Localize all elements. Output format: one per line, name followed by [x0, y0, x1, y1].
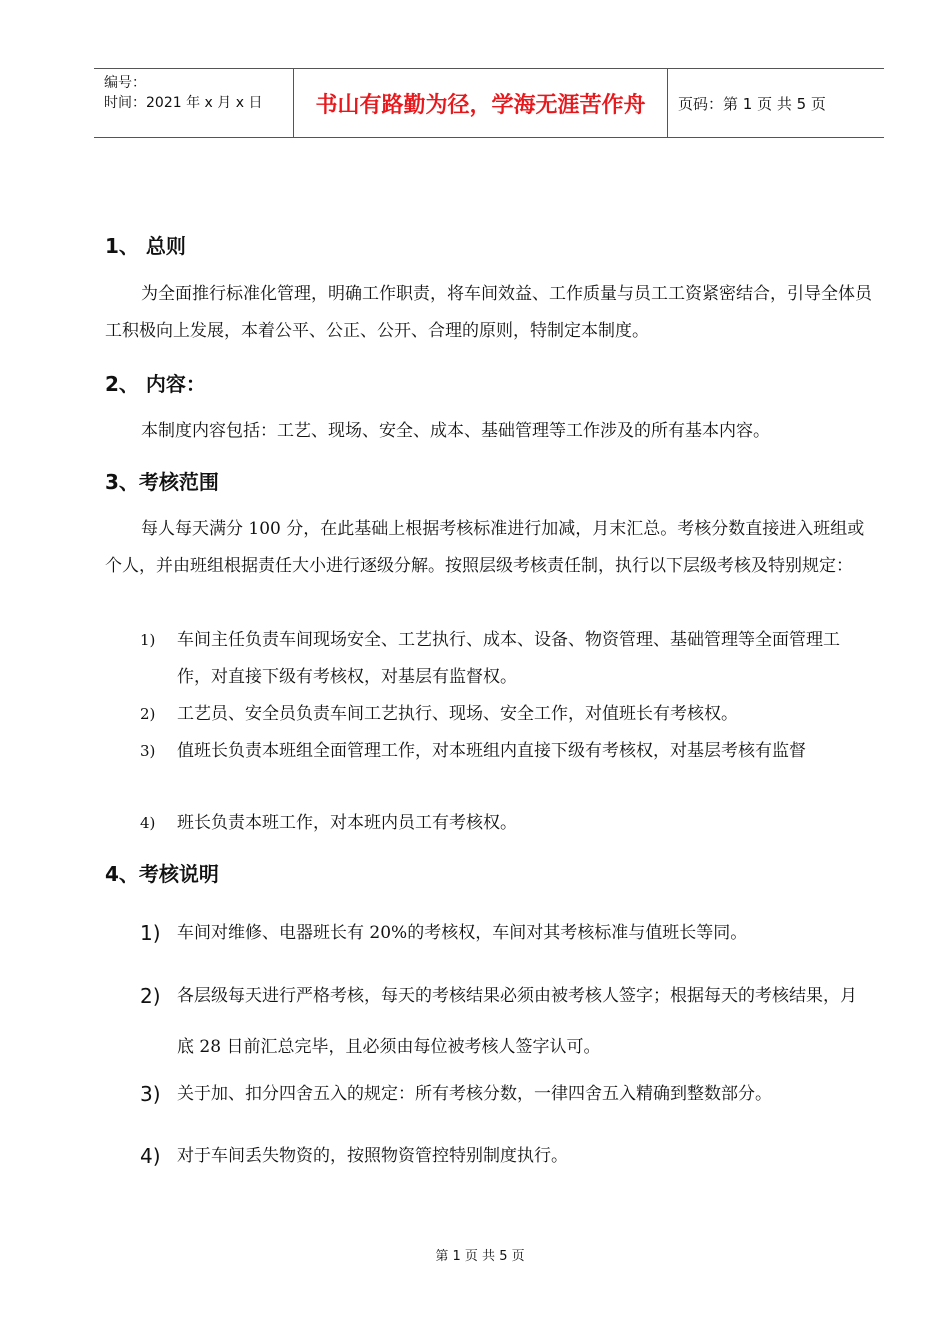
section-1-paragraph: 为全面推行标准化管理，明确工作职责，将车间效益、工作质量与员工工资紧密结合，引导全体员工积极向上发展，本着公平、公正、公开、合理的原则，特制定本制度。 — [105, 284, 872, 341]
section-2-paragraph: 本制度内容包括：工艺、现场、安全、成本、基础管理等工作涉及的所有基本内容。 — [141, 421, 770, 441]
item-number: 2) — [140, 705, 156, 723]
section-3-item — [140, 805, 873, 842]
section-4-item — [140, 971, 873, 1073]
section-3-paragraph: 每人每天满分 100 分，在此基础上根据考核标准进行加减，月末汇总。考核分数直接进入班组或个人，并由班组根据责任大小进行逐级分解。按照层级考核责任制，执行以下层级考核及特别规定： — [105, 519, 865, 576]
item-number: 3) — [140, 742, 156, 760]
item-text: 班长负责本班工作，对本班内员工有考核权。 — [177, 813, 517, 833]
item-text: 各层级每天进行严格考核，每天的考核结果必须由被考核人签字；根据每天的考核结果，月底 28 日前汇总完毕，且必须由每位被考核人签字认可。 — [177, 986, 857, 1057]
item-text: 关于加、扣分四舍五入的规定：所有考核分数，一律四舍五入精确到整数部分。 — [177, 1084, 772, 1104]
item-text: 工艺员、安全员负责车间工艺执行、现场、安全工作，对值班长有考核权。 — [177, 704, 738, 724]
header-page-number: 页码：第 1 页 共 5 页 — [678, 94, 826, 113]
item-number: 1) — [140, 921, 161, 945]
section-heading-2: 2、 内容： — [105, 372, 206, 396]
header-motto: 书山有路勤为径，学海无涯苦作舟 — [294, 69, 668, 137]
header-meta — [94, 69, 294, 137]
item-number: 2) — [140, 984, 161, 1008]
item-number: 4) — [140, 814, 156, 832]
section-heading-4: 4、考核说明 — [105, 862, 219, 886]
page-footer: 第 1 页 共 5 页 — [435, 1249, 525, 1264]
section-4-item — [140, 1132, 873, 1180]
item-number: 4) — [140, 1144, 161, 1168]
section-heading-1: 1、 总则 — [105, 234, 186, 258]
section-heading-3: 3、考核范围 — [105, 470, 219, 494]
section-3-item — [140, 733, 873, 770]
item-text: 值班长负责本班组全面管理工作，对本班组内直接下级有考核权，对基层考核有监督 — [177, 741, 806, 761]
section-3-item — [140, 696, 873, 733]
serial-label: 编号： — [104, 75, 146, 91]
section-4-item — [140, 909, 873, 957]
item-number: 3) — [140, 1082, 161, 1106]
item-number: 1) — [140, 631, 156, 649]
time-label: 时间：2021 年 x 月 x 日 — [104, 95, 263, 111]
item-text: 车间对维修、电器班长有 20%的考核权，车间对其考核标准与值班长等同。 — [177, 923, 748, 943]
section-4-item — [140, 1070, 873, 1118]
section-3-item — [140, 622, 873, 696]
item-text: 车间主任负责车间现场安全、工艺执行、成本、设备、物资管理、基础管理等全面管理工作，对直接下级有考核权，对基层有监督权。 — [177, 630, 840, 687]
item-text: 对于车间丢失物资的，按照物资管控特别制度执行。 — [177, 1146, 568, 1166]
page-header — [94, 68, 884, 138]
